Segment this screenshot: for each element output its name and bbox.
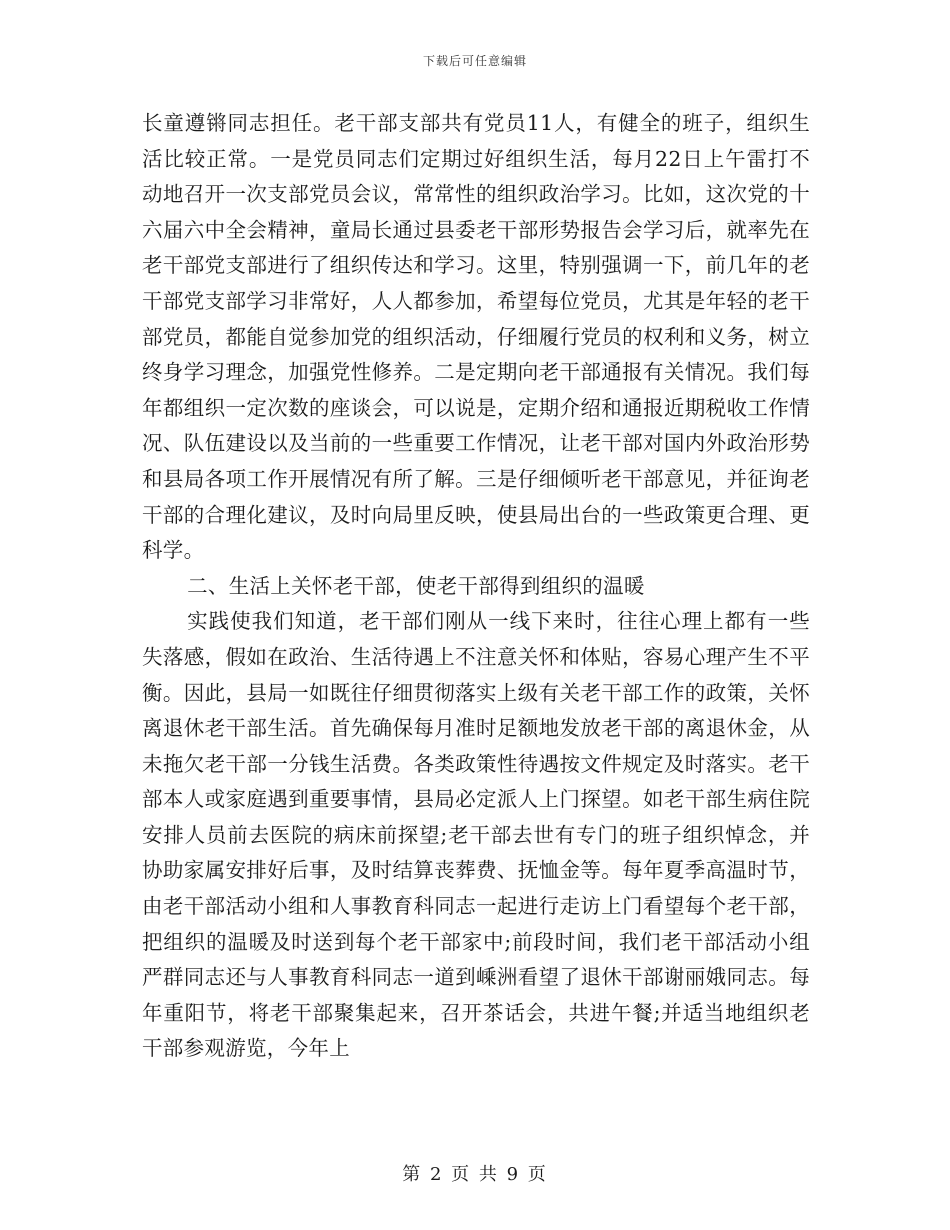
document-body bbox=[142, 106, 810, 1067]
body-paragraph: 实践使我们知道，老干部们刚从一线下来时，往往心理上都有一些失落感，假如在政治、生活待遇上不注意关怀和体贴，容易心理产生不平衡。因此，县局一如既往仔细贯彻落实上级有关老干部工作的政策，关怀离退休老干部生活。首先确保每月准时足额地发放老干部的离退休金，从未拖欠老干部一分钱生活费。各类政策性待遇按文件规定及时落实。老干部本人或家庭遇到重要事情，县局必定派人上门探望。如老干部生病住院安排人员前去医院的病床前探望;老干部去世有专门的班子组织悼念，并协助家属安排好后事，及时结算丧葬费、抚恤金等。每年夏季高温时节，由老干部活动小组和人事教育科同志一起进行走访上门看望每个老干部，把组织的温暖及时送到每个老干部家中;前段时间，我们老干部活动小组严群同志还与人事教育科同志一道到嵊洲看望了退休干部谢丽娥同志。每年重阳节，将老干部聚集起来，召开茶话会，共进午餐;并适当地组织老干部参观游览，今年上 bbox=[142, 609, 810, 1061]
page-number: 第 2 页 共 9 页 bbox=[402, 1164, 548, 1185]
body-paragraph: 长童遵锵同志担任。老干部支部共有党员11人，有健全的班子，组织生活比较正常。一是党员同志们定期过好组织生活，每月22日上午雷打不动地召开一次支部党员会议，常常性的组织政治学习。比如，这次党的十六届六中全会精神，童局长通过县委老干部形势报告会学习后，就率先在老干部党支部进行了组织传达和学习。这里，特别强调一下，前几年的老干部党支部学习非常好，人人都参加，希望每位党员，尤其是年轻的老干部党员，都能自觉参加党的组织活动，仔细履行党员的权利和义务，树立终身学习理念，加强党性修养。二是定期向老干部通报有关情况。我们每年都组织一定次数的座谈会，可以说是，定期介绍和通报近期税收工作情况、队伍建设以及当前的一些重要工作情况，让老干部对国内外政治形势和县局各项工作开展情况有所了解。三是仔细倾听老干部意见，并征询老干部的合理化建议，及时向局里反映，使县局出台的一些政策更合理、更科学。 bbox=[142, 111, 810, 563]
page-header: 下载后可任意编辑 bbox=[422, 54, 527, 68]
section-heading: 二、生活上关怀老干部，使老干部得到组织的温暖 bbox=[187, 573, 645, 598]
